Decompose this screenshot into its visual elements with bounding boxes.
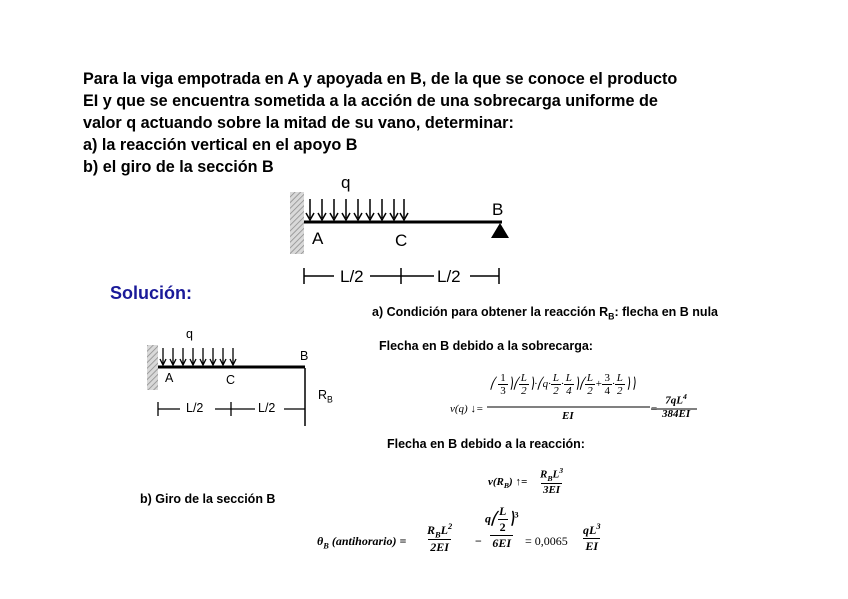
- eq1-result: [662, 392, 690, 420]
- eq1-result-den: 384EI: [662, 408, 691, 420]
- fixed-support-2: [147, 345, 158, 390]
- flecha-load-title: Flecha en B debido a la sobrecarga:: [379, 339, 593, 353]
- eq1-denominator: EI: [562, 410, 574, 422]
- problem-line-2: EI y que se encuentra sometida a la acción de una sobrecarga uniforme de: [83, 92, 658, 110]
- problem-line-5: b) el giro de la sección B: [83, 158, 274, 176]
- part-b-title: b) Giro de la sección B: [140, 492, 276, 506]
- eq3-theta-sub: B: [323, 541, 329, 551]
- point-label-b: B: [492, 200, 504, 219]
- eq3-minus: −: [475, 534, 482, 548]
- eq3-t1-post: L: [440, 523, 448, 537]
- point-label-a: A: [312, 229, 324, 248]
- reaction-label-sub: B: [327, 394, 333, 405]
- pin-support-1: [491, 223, 509, 238]
- eq1-equals: =: [651, 403, 658, 415]
- dimension-line-2: [158, 402, 305, 416]
- point-label-a-2: A: [165, 371, 174, 385]
- eq2-num-exp: 3: [559, 466, 564, 475]
- eq3-result: [581, 522, 603, 554]
- eq3-t2-den: 6EI: [492, 536, 512, 550]
- span-label-1: L/2: [340, 267, 364, 286]
- load-label-q-2: q: [186, 327, 193, 341]
- point-label-c: C: [395, 231, 408, 250]
- eq1-result-num: 7qL: [665, 394, 683, 407]
- eq3-r-num: qL: [583, 523, 597, 537]
- equation-3: [317, 504, 617, 564]
- eq3-t1-sub: B: [435, 530, 441, 540]
- distributed-load-1: [306, 199, 408, 220]
- eq2-fraction: [538, 466, 565, 496]
- span-label-2: L/2: [437, 267, 461, 286]
- part-a-text-post: : flecha en B nula: [614, 305, 718, 319]
- eq3-theta: θ: [317, 534, 324, 548]
- eq2-num-post: L: [552, 468, 560, 481]
- solution-title: Solución:: [110, 283, 192, 303]
- eq1-numerator: ⎛ $\frac{1}{3}$ ⎞⎛ $\frac{L}{2}$ ⎞·⎛q· $\frac{L}{2}$ · $\frac{L}{4}$ ⎞⎛ $\frac{L}{2}$ + $\frac{3}{4}$ · $\frac{L}{2}$ ⎞⎞: [490, 372, 636, 397]
- point-label-c-2: C: [226, 373, 236, 387]
- eq2-num-sub: B: [547, 473, 553, 483]
- span-label-4: L/2: [258, 401, 276, 415]
- eq3-term2: q⎛ $\frac{L}{2}$ ⎞$^3$ 6EI: [485, 504, 519, 550]
- eq1-lhs: v(q) ↓=: [450, 403, 484, 415]
- part-a-text-pre: a) Condición para obtener la reacción R: [372, 305, 609, 319]
- eq2-lhs-post: ) ↑=: [509, 476, 528, 488]
- eq3-term1: [425, 522, 454, 555]
- eq2-lhs-main: v(R: [488, 476, 504, 488]
- eq2-den: 3EI: [542, 483, 561, 496]
- problem-line-3: valor q actuando sobre la mitad de su vano, determinar:: [83, 114, 514, 132]
- eq3-t1-den: 2EI: [430, 540, 449, 555]
- eq3-coef: = 0,0065: [525, 534, 568, 548]
- reaction-label-main: R: [318, 388, 328, 402]
- problem-line-1: Para la viga empotrada en A y apoyada en B, de la que se conoce el producto: [83, 70, 678, 88]
- eq3-r-den: EI: [585, 539, 599, 553]
- part-a-text-sub: B: [608, 311, 615, 322]
- flecha-reaction-title: Flecha en B debido a la reacción:: [387, 437, 585, 451]
- part-a-statement: [372, 305, 718, 322]
- eq2-num: R: [540, 468, 548, 481]
- problem-line-4: a) la reacción vertical en el apoyo B: [83, 136, 358, 154]
- eq3-r-exp: 3: [596, 522, 601, 531]
- fixed-support-1: [290, 192, 304, 254]
- eq2-lhs: [488, 476, 527, 490]
- eq3-t1-exp: 2: [447, 522, 453, 531]
- eq3-label: (antihorario) =: [331, 534, 407, 548]
- reaction-label: [318, 388, 333, 405]
- eq1-result-exp: 4: [683, 392, 687, 401]
- point-label-b-2: B: [300, 349, 309, 363]
- eq3-lhs: [317, 534, 406, 550]
- span-label-3: L/2: [186, 401, 204, 415]
- distributed-load-2: [160, 348, 236, 365]
- dimension-line-1: [304, 268, 499, 284]
- load-label-q: q: [341, 173, 351, 192]
- eq2-lhs-sub: B: [503, 481, 510, 491]
- eq3-t1-num: R: [427, 523, 436, 537]
